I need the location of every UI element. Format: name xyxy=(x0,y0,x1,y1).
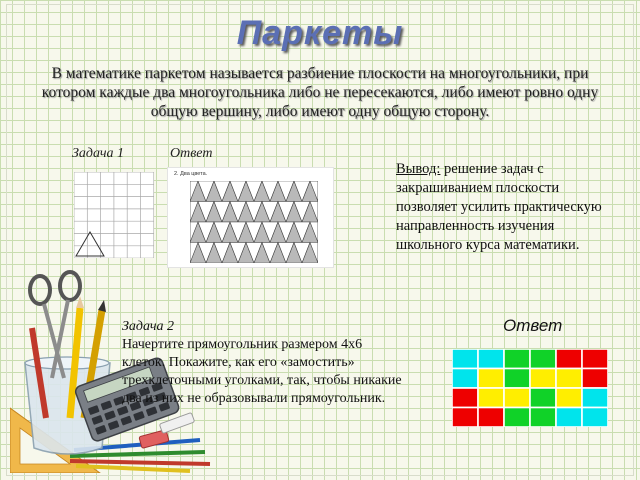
answer-grid-cell xyxy=(530,369,556,389)
conclusion-text xyxy=(396,160,611,255)
answer-grid-cell xyxy=(530,349,556,369)
answer-grid-cell xyxy=(478,369,504,389)
answer-grid-cell xyxy=(504,388,530,408)
answer-grid-cell xyxy=(478,349,504,369)
task1-label: Задача 1 xyxy=(72,146,125,161)
answer-grid-cell xyxy=(556,369,582,389)
answer-grid-cell xyxy=(478,388,504,408)
task2-answer-grid xyxy=(452,349,608,427)
answer-grid-cell xyxy=(530,408,556,428)
answer-grid-cell xyxy=(452,388,478,408)
answer-grid-cell xyxy=(452,408,478,428)
answer-grid-cell xyxy=(582,369,608,389)
answer-grid-cell xyxy=(452,369,478,389)
task2-block xyxy=(122,318,404,408)
task2-answer-label: Ответ xyxy=(503,316,563,335)
task2-text: Начертите прямоугольник размером 4х6 клеток. Покажите, как его «замостить» трехклеточными уголками, так, чтобы никакие два из них не образовывали прямоугольник. xyxy=(122,337,402,406)
answer-grid-cell xyxy=(582,349,608,369)
conclusion-body: решение задач с закрашиванием плоскости позволяет усилить практическую направленность изучения школьного курса математики. xyxy=(396,161,602,253)
task1-answer-figure xyxy=(167,167,334,268)
task1-answer-label: Ответ xyxy=(170,146,213,161)
answer-grid-cell xyxy=(504,349,530,369)
triangle-parquet xyxy=(190,181,318,263)
task2-label: Задача 2 xyxy=(122,319,175,334)
figure-caption: 2. Два цвета. xyxy=(174,171,208,177)
conclusion-label: Вывод: xyxy=(396,161,441,177)
answer-grid-cell xyxy=(556,408,582,428)
answer-grid-cell xyxy=(530,388,556,408)
intro-text: В математике паркетом называется разбиение плоскости на многоугольники, при котором каждые два многоугольника либо не пересекаются, либо имеют ровно одну общую вершину, либо имеют одну общую сторону. xyxy=(41,65,599,120)
scissors xyxy=(30,276,50,304)
task1-grid-figure xyxy=(74,172,154,258)
answer-grid-cell xyxy=(478,408,504,428)
answer-grid-cell xyxy=(582,408,608,428)
answer-grid-cell xyxy=(504,369,530,389)
answer-grid-cell xyxy=(556,349,582,369)
slide-title: Паркеты xyxy=(236,14,404,52)
answer-grid-cell xyxy=(504,408,530,428)
answer-grid-cell xyxy=(452,349,478,369)
answer-grid-cell xyxy=(582,388,608,408)
answer-grid-cell xyxy=(556,388,582,408)
